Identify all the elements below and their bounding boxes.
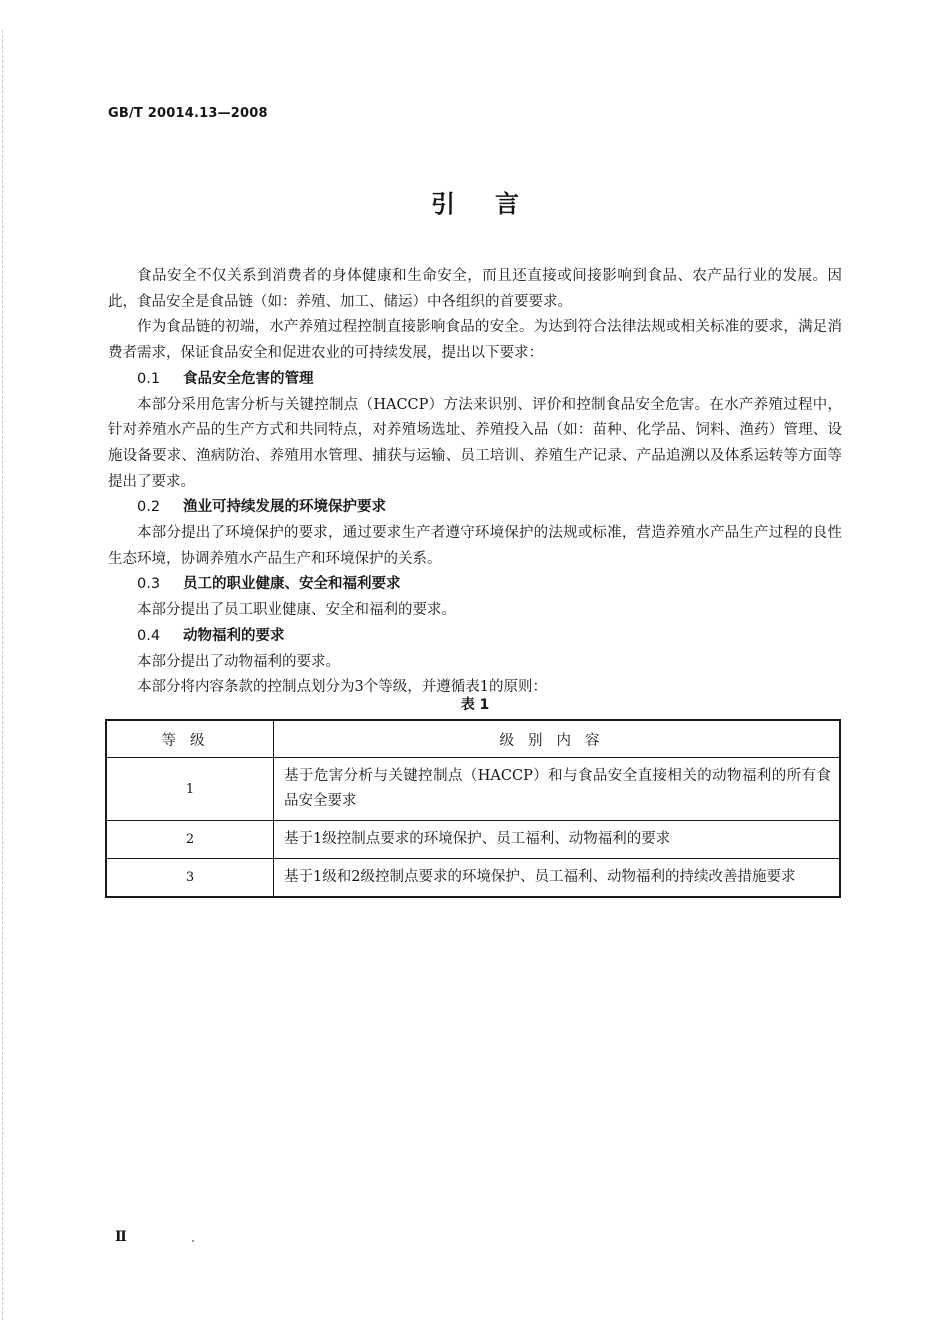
content-column-header: 级别内容	[274, 720, 841, 758]
content-cell: 基于危害分析与关键控制点（HACCP）和与食品安全直接相关的动物福利的所有食品安全要求	[274, 758, 841, 821]
page-title: 引言	[431, 189, 559, 218]
section-text: 本部分提出了动物福利的要求。	[137, 653, 340, 670]
level-cell: 1	[106, 758, 274, 821]
page-number: Ⅱ	[115, 1229, 127, 1245]
content-cell: 基于1级和2级控制点要求的环境保护、员工福利、动物福利的持续改善措施要求	[274, 859, 841, 898]
section-number: 0.4	[137, 627, 161, 644]
level-column-header: 等级	[106, 720, 274, 758]
section-number: 0.3	[137, 576, 161, 593]
levels-table	[105, 719, 841, 898]
section-heading	[108, 572, 842, 598]
table-row	[106, 821, 840, 859]
section-text: 本部分提出了环境保护的要求，通过要求生产者遵守环境保护的法规或标准，营造养殖水产品生产过程的良性生态环境，协调养殖水产品生产和环境保护的关系。	[108, 525, 842, 567]
section-heading	[108, 367, 842, 393]
level-cell: 2	[106, 821, 274, 859]
table-caption: 表 1	[460, 697, 490, 713]
level-cell: 3	[106, 859, 274, 898]
table-header-row	[106, 720, 840, 758]
section-number: 0.1	[137, 370, 161, 387]
body-text	[108, 264, 842, 701]
section-title: 员工的职业健康、安全和福利要求	[183, 576, 401, 593]
section-title: 动物福利的要求	[183, 627, 285, 644]
section-text: 本部分提出了员工职业健康、安全和福利的要求。	[137, 602, 456, 619]
standard-id: GB/T 20014.13—2008	[108, 106, 268, 121]
content-cell: 基于1级控制点要求的环境保护、员工福利、动物福利的要求	[274, 821, 841, 859]
section-number: 0.2	[137, 499, 161, 516]
section-heading	[108, 624, 842, 650]
scan-speck	[192, 1240, 194, 1242]
table-row	[106, 758, 840, 821]
section-text: 本部分采用危害分析与关键控制点（HACCP）方法来识别、评价和控制食品安全危害。在水产养殖过程中，针对养殖水产品的生产方式和共同特点，对养殖场选址、养殖投入品（如：苗种、化学品、饲料、渔药）管理、设施设备要求、渔病防治、养殖用水管理、捕获与运输、员工培训、养殖生产记录、产品追溯以及体系运转等方面等提出了要求。	[108, 396, 842, 490]
intro-paragraph-2: 作为食品链的初端，水产养殖过程控制直接影响食品的安全。为达到符合法律法规或相关标准的要求，满足消费者需求，保证食品安全和促进农业的可持续发展，提出以下要求：	[108, 319, 842, 362]
scan-edge-dashes	[2, 30, 3, 1320]
section-title: 渔业可持续发展的环境保护要求	[183, 499, 386, 516]
intro-paragraph-1: 食品安全不仅关系到消费者的身体健康和生命安全，而且还直接或间接影响到食品、农产品行业的发展。因此，食品安全是食品链（如：养殖、加工、储运）中各组织的首要要求。	[108, 268, 842, 310]
section-title: 食品安全危害的管理	[183, 370, 314, 387]
closing-paragraph: 本部分将内容条款的控制点划分为3个等级，并遵循表1的原则：	[137, 679, 547, 696]
section-heading	[108, 495, 842, 521]
table-row	[106, 859, 840, 898]
